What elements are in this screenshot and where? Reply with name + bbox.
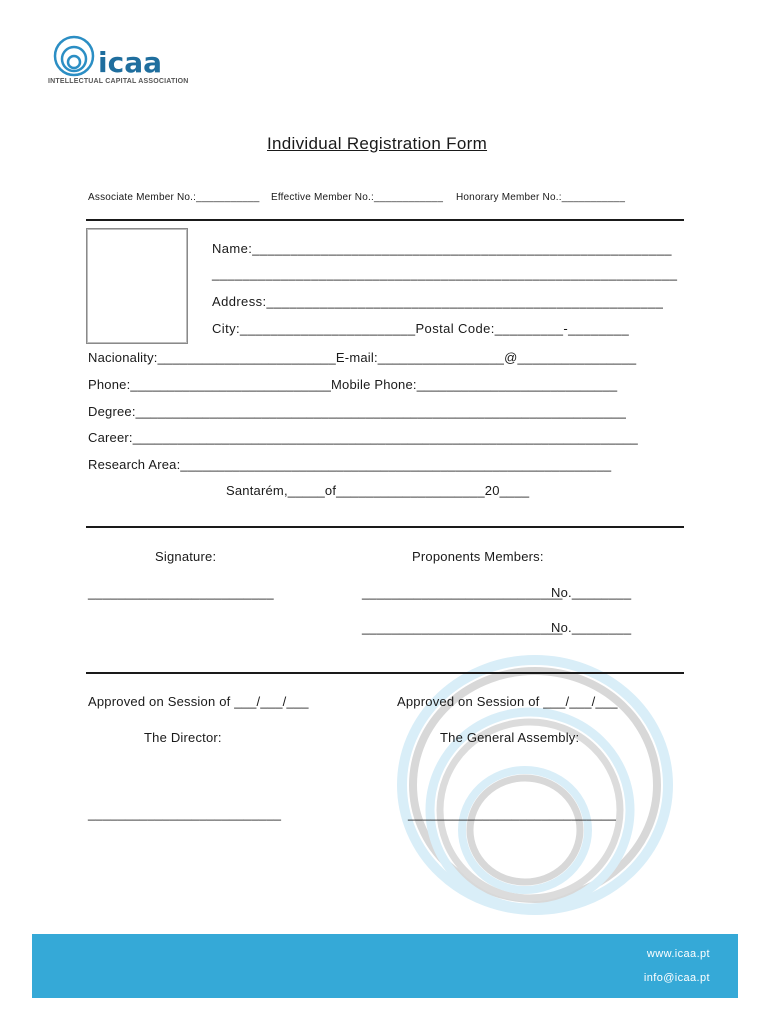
name-field[interactable]: Name:_______________________________________________________ xyxy=(212,241,672,256)
divider-bottom xyxy=(86,672,684,674)
divider-top xyxy=(86,219,684,221)
footer-website-link[interactable]: www.icaa.pt xyxy=(646,948,710,960)
logo-name: icaa xyxy=(98,46,162,79)
logo-circles-icon xyxy=(52,34,98,78)
proponent-no-1[interactable]: No.________ xyxy=(551,585,632,600)
place-date-field[interactable]: Santarém,_____of____________________20____ xyxy=(226,483,530,498)
signature-line[interactable]: _________________________ xyxy=(88,585,274,600)
proponent-line-1[interactable]: ___________________________ xyxy=(362,585,563,600)
city-postal-field[interactable]: City:_______________________Postal Code:_________-________ xyxy=(212,321,630,336)
honorary-member-no[interactable]: Honorary Member No.:___________ xyxy=(456,192,626,203)
assembly-label: The General Assembly: xyxy=(440,730,580,745)
watermark-logo xyxy=(380,630,700,930)
approved-session-right[interactable]: Approved on Session of ___/___/___ xyxy=(397,694,618,709)
degree-field[interactable]: Degree:__________________________________________________________________ xyxy=(88,404,627,419)
signature-label: Signature: xyxy=(155,549,217,564)
effective-member-no[interactable]: Effective Member No.:____________ xyxy=(271,192,444,203)
footer-email-link[interactable]: info@icaa.pt xyxy=(643,972,710,984)
icaa-logo xyxy=(48,32,188,90)
footer-bar xyxy=(32,934,738,998)
proponents-label: Proponents Members: xyxy=(412,549,544,564)
assembly-signature-line[interactable]: ____________________________ xyxy=(408,806,617,821)
form-title: Individual Registration Form xyxy=(267,134,488,153)
associate-member-no[interactable]: Associate Member No.:___________ xyxy=(88,192,260,203)
name-field-line2[interactable]: _____________________________________________________________ xyxy=(212,266,678,281)
director-signature-line[interactable]: __________________________ xyxy=(88,806,282,821)
divider-middle xyxy=(86,526,684,528)
nacionality-email-field[interactable]: Nacionality:________________________E-mail:_________________@________________ xyxy=(88,350,637,365)
logo-tagline: INTELLECTUAL CAPITAL ASSOCIATION xyxy=(48,78,189,85)
career-field[interactable]: Career:____________________________________________________________________ xyxy=(88,430,638,445)
phone-mobile-field[interactable]: Phone:___________________________Mobile Phone:___________________________ xyxy=(88,377,618,392)
proponent-no-2[interactable]: No.________ xyxy=(551,620,632,635)
research-area-field[interactable]: Research Area:__________________________________________________________ xyxy=(88,457,612,472)
director-label: The Director: xyxy=(144,730,222,745)
address-field[interactable]: Address:____________________________________________________ xyxy=(212,294,664,309)
approved-session-left[interactable]: Approved on Session of ___/___/___ xyxy=(88,694,309,709)
proponent-line-2[interactable]: ___________________________ xyxy=(362,620,563,635)
photo-box[interactable] xyxy=(86,228,188,344)
